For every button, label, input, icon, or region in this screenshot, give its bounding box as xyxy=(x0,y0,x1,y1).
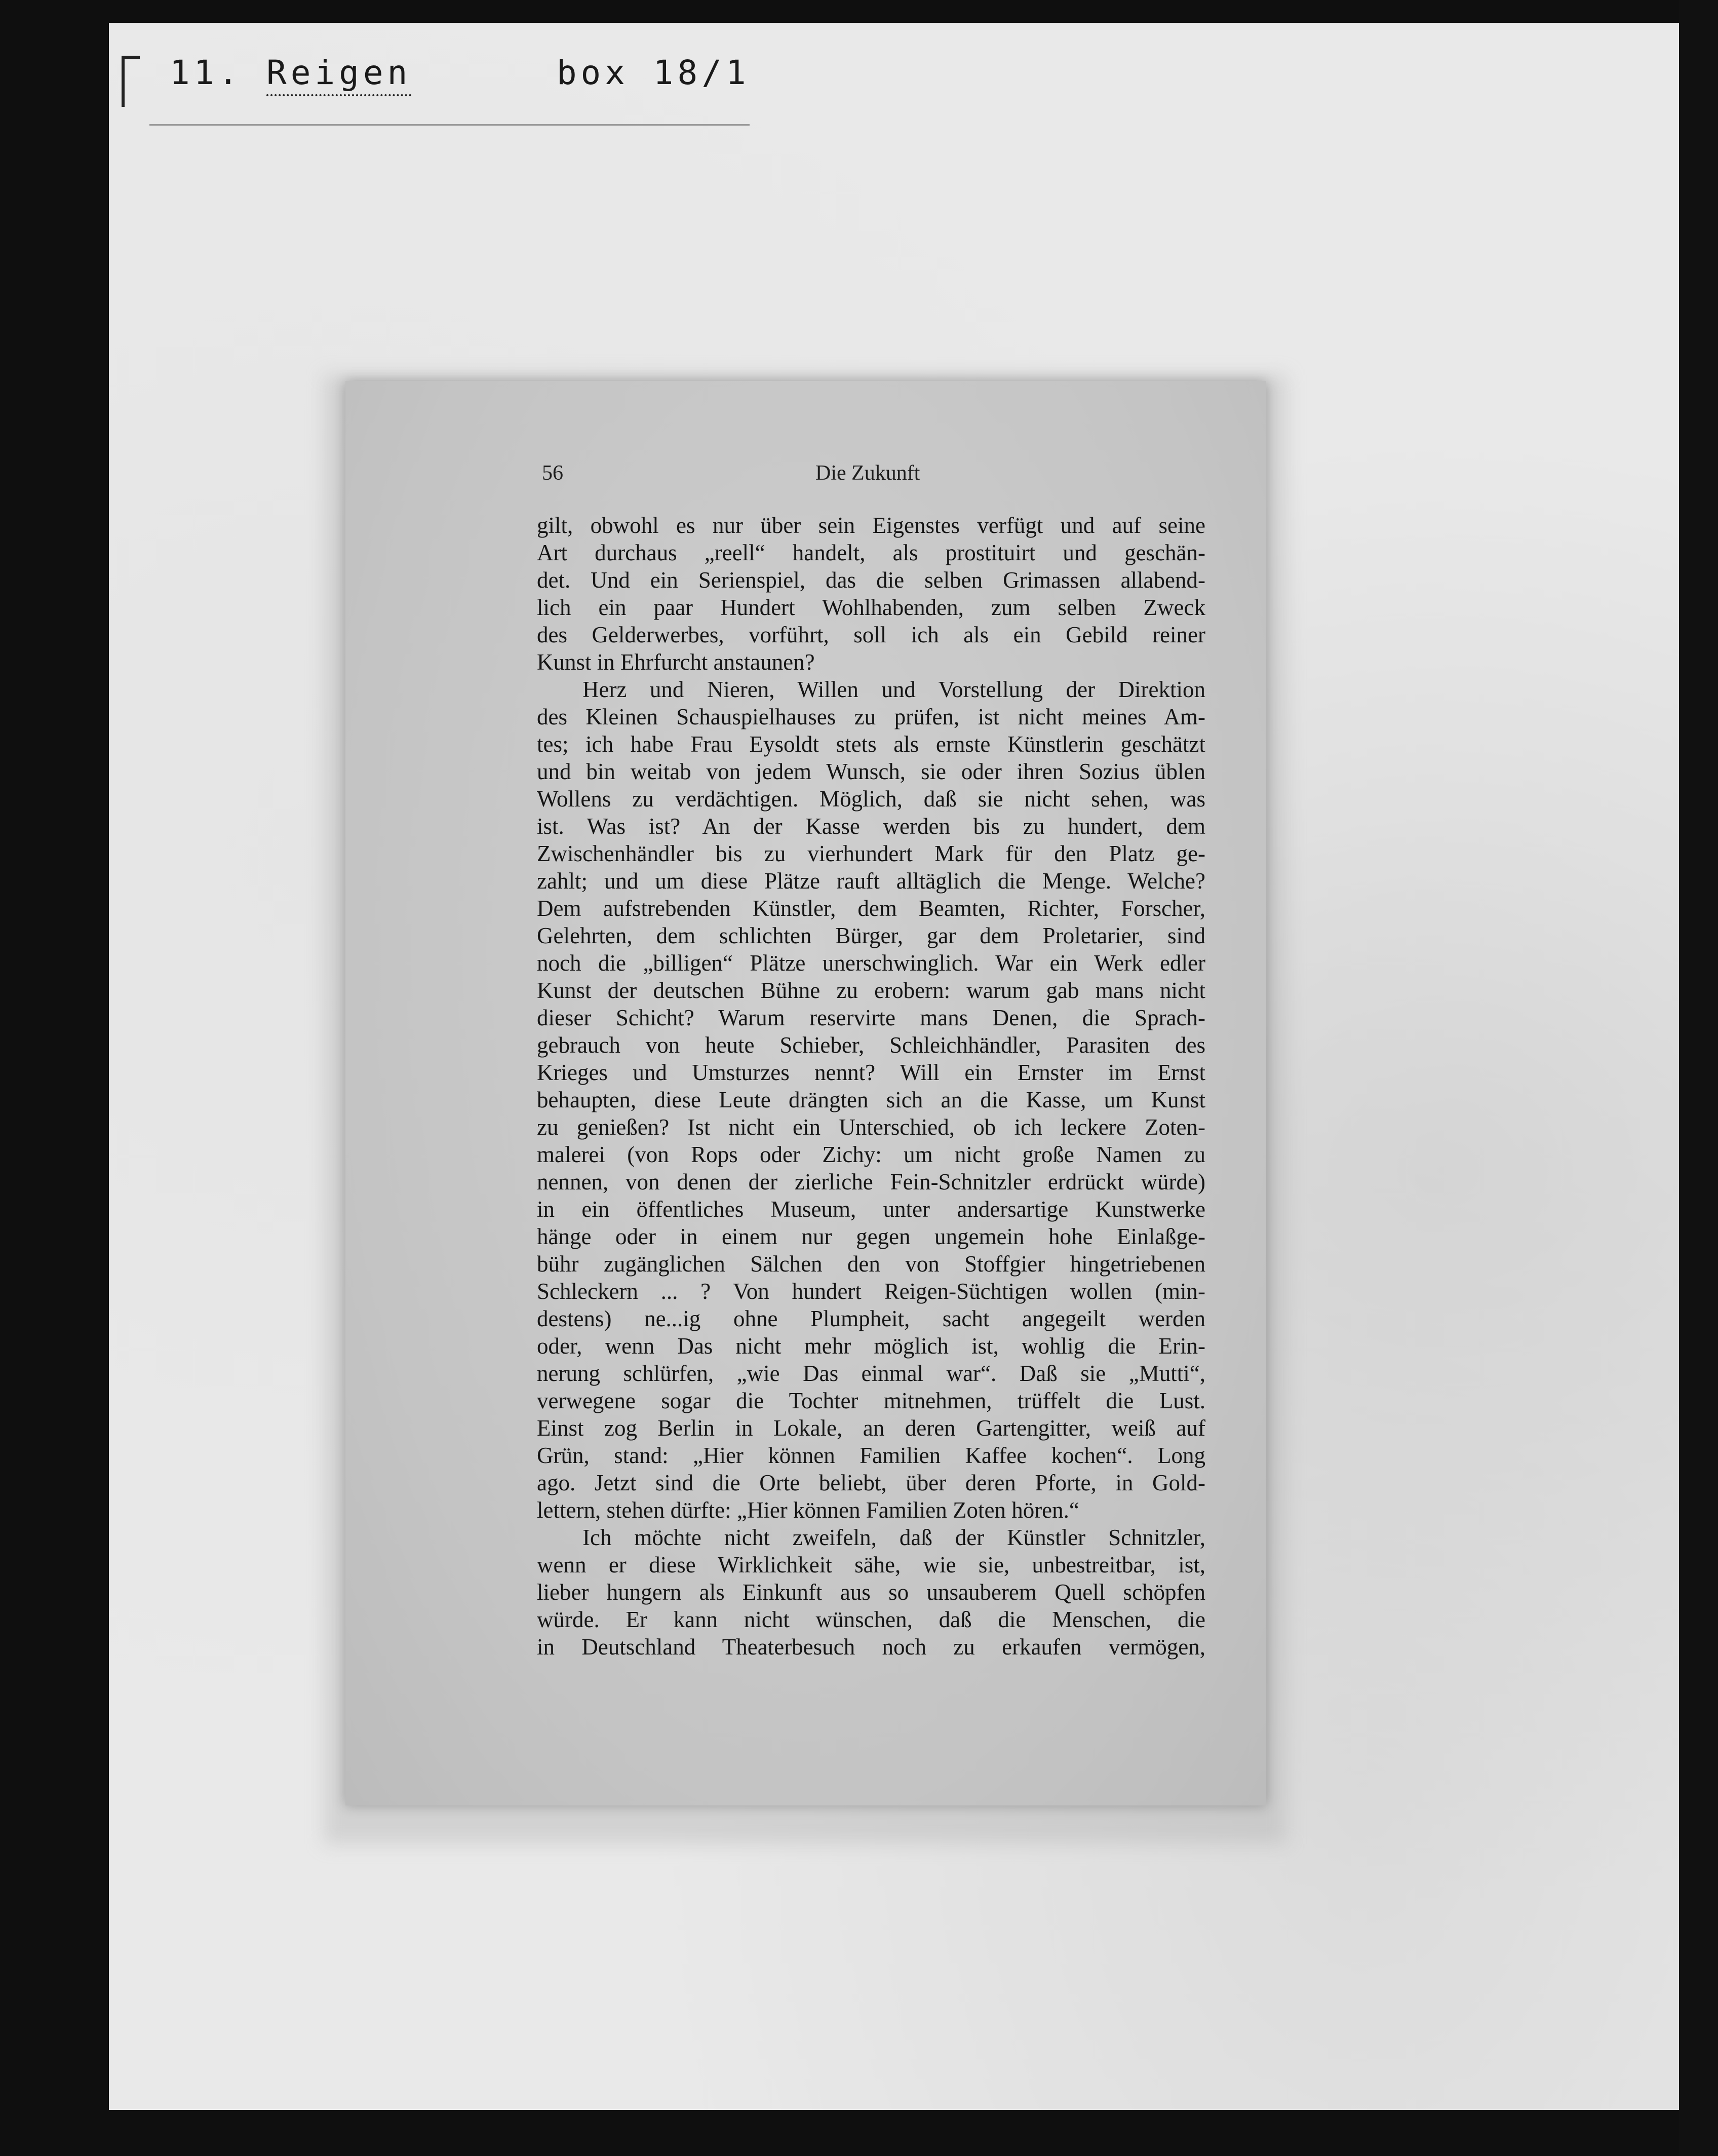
text-line: det. Und ein Serienspiel, das die selben Grimassen allabend- xyxy=(537,567,1205,593)
text-line: Herz und Nieren, Willen und Vorstellung der Direktion xyxy=(582,677,1205,702)
text-line: des Kleinen Schauspielhauses zu prüfen, ist nicht meines Am- xyxy=(537,704,1205,729)
archive-number: 11. xyxy=(170,53,243,92)
text-line: oder, wenn Das nicht mehr möglich ist, wohlig die Erin- xyxy=(537,1333,1205,1359)
text-line: Art durchaus „reell“ handelt, als prostituirt und geschän- xyxy=(537,540,1205,565)
text-line: ago. Jetzt sind die Orte beliebt, über deren Pforte, in Gold- xyxy=(537,1470,1205,1495)
text-line: nennen, von denen der zierliche Fein-Schnitzler erdrückt würde) xyxy=(537,1169,1205,1195)
archive-topic: Reigen xyxy=(266,53,411,96)
page-number: 56 xyxy=(542,461,563,485)
text-line: würde. Er kann nicht wünschen, daß die Menschen, die xyxy=(537,1607,1205,1632)
text-line: lich ein paar Hundert Wohlhabenden, zum selben Zweck xyxy=(537,595,1205,620)
text-line: Kunst in Ehrfurcht anstaunen? xyxy=(537,649,815,675)
text-line: Gelehrten, dem schlichten Bürger, gar dem Proletarier, sind xyxy=(537,923,1205,948)
text-line: Einst zog Berlin in Lokale, an deren Gartengitter, weiß auf xyxy=(537,1415,1205,1441)
text-line: Schleckern ... ? Von hundert Reigen-Süchtigen wollen (min- xyxy=(537,1279,1205,1304)
text-line: in Deutschland Theaterbesuch noch zu erkaufen vermögen, xyxy=(537,1634,1205,1660)
text-line: des Gelderwerbes, vorführt, soll ich als ein Gebild reiner xyxy=(537,622,1205,647)
text-line: destens) ne...ig ohne Plumpheit, sacht angegeilt werden xyxy=(537,1306,1205,1331)
text-line: und bin weitab von jedem Wunsch, sie oder ihren Sozius üblen xyxy=(537,759,1205,784)
text-line: Zwischenhändler bis zu vierhundert Mark für den Platz ge- xyxy=(537,841,1205,866)
text-line: zahlt; und um diese Plätze rauft alltäglich die Menge. Welche? xyxy=(537,868,1205,894)
scan-border xyxy=(1679,0,1718,2156)
header-rule xyxy=(149,124,750,126)
corner-mark xyxy=(122,56,140,107)
text-line: behaupten, diese Leute drängten sich an die Kasse, um Kunst xyxy=(537,1087,1205,1112)
text-line: in ein öffentliches Museum, unter andersartige Kunstwerke xyxy=(537,1197,1205,1222)
text-line: ist. Was ist? An der Kasse werden bis zu hundert, dem xyxy=(537,814,1205,839)
text-line: wenn er diese Wirklichkeit sähe, wie sie, unbestreitbar, ist, xyxy=(537,1552,1205,1577)
text-line: zu genießen? Ist nicht ein Unterschied, ob ich leckere Zoten- xyxy=(537,1114,1205,1140)
article-body xyxy=(537,512,1205,1661)
text-line: noch die „billigen“ Plätze unerschwinglich. War ein Werk edler xyxy=(537,950,1205,976)
text-line: nerung schlürfen, „wie Das einmal war“. Daß sie „Mutti“, xyxy=(537,1361,1205,1386)
text-line: Wollens zu verdächtigen. Möglich, daß sie nicht sehen, was xyxy=(537,786,1205,812)
text-line: Dem aufstrebenden Künstler, dem Beamten, Richter, Forscher, xyxy=(537,896,1205,921)
text-line: tes; ich habe Frau Eysoldt stets als ernste Künstlerin geschätzt xyxy=(537,732,1205,757)
text-line: hänge oder in einem nur gegen ungemein hohe Einlaßge- xyxy=(537,1224,1205,1249)
text-line: Kunst der deutschen Bühne zu erobern: warum gab mans nicht xyxy=(537,978,1205,1003)
journal-title: Die Zukunft xyxy=(815,461,920,485)
text-line: verwegene sogar die Tochter mitnehmen, trüffelt die Lust. xyxy=(537,1388,1205,1413)
text-line: bühr zugänglichen Sälchen den von Stoffgier hingetriebenen xyxy=(537,1251,1205,1277)
text-line: Krieges und Umsturzes nennt? Will ein Ernster im Ernst xyxy=(537,1060,1205,1085)
text-line: dieser Schicht? Warum reservirte mans Denen, die Sprach- xyxy=(537,1005,1205,1030)
text-line: lettern, stehen dürfte: „Hier können Familien Zoten hören.“ xyxy=(537,1497,1079,1523)
archive-box: box 18/1 xyxy=(556,53,750,92)
text-line: gilt, obwohl es nur über sein Eigenstes verfügt und auf seine xyxy=(537,513,1205,538)
text-line: gebrauch von heute Schieber, Schleichhändler, Parasiten des xyxy=(537,1032,1205,1058)
text-line: lieber hungern als Einkunft aus so unsauberem Quell schöpfen xyxy=(537,1580,1205,1605)
text-line: malerei (von Rops oder Zichy: um nicht große Namen zu xyxy=(537,1142,1205,1167)
archive-label xyxy=(170,53,750,92)
text-line: Ich möchte nicht zweifeln, daß der Künstler Schnitzler, xyxy=(582,1525,1205,1550)
text-line: Grün, stand: „Hier können Familien Kaffee kochen“. Long xyxy=(537,1443,1205,1468)
